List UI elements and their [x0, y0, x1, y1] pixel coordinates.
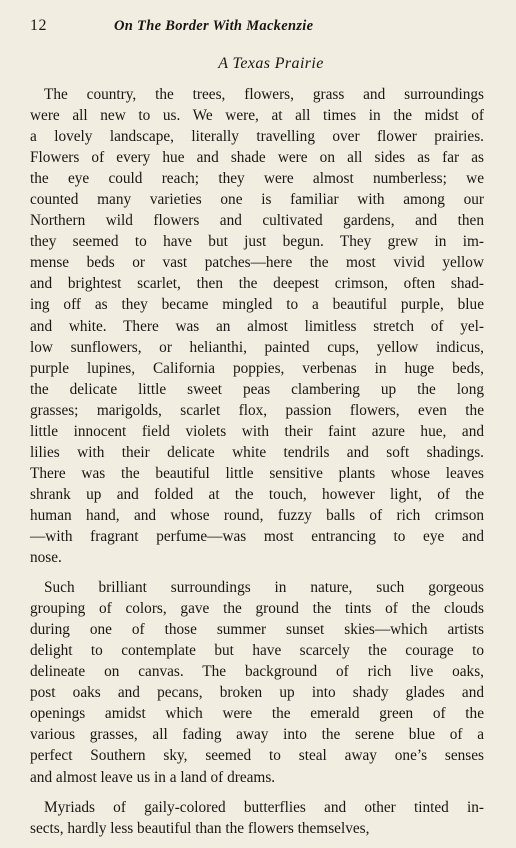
- text-line: nose.: [30, 549, 62, 567]
- text-line: Such brilliant surroundings in nature, such gorgeous: [44, 579, 484, 597]
- text-line: they seemed to have but just begun. They grew in im-: [30, 233, 484, 251]
- text-line: counted many varieties one is familiar with among our: [30, 191, 484, 209]
- text-line: ing off as they became mingled to a beautiful purple, blue: [30, 296, 484, 314]
- text-line: various grasses, all fading away into the serene blue of a: [30, 726, 484, 744]
- text-line: and white. There was an almost limitless stretch of yel-: [30, 317, 484, 335]
- text-line: Myriads of gaily-colored butterflies and other tinted in-: [44, 798, 484, 816]
- text-line: low sunflowers, or helianthi, painted cups, yellow indicus,: [30, 338, 484, 356]
- text-line: —with fragrant perfume—was most entrancing to eye and: [30, 527, 484, 545]
- text-line: during one of those summer sunset skies—which artists: [30, 621, 484, 639]
- text-line: There was the beautiful little sensitive plants whose leaves: [30, 464, 484, 482]
- text-line: and brightest scarlet, then the deepest crimson, often shad-: [30, 275, 484, 293]
- text-line: openings amidst which were the emerald green of the: [30, 705, 484, 723]
- text-line: shrank up and folded at the touch, however light, of the: [30, 485, 484, 503]
- text-line: the delicate little sweet peas clambering up the long: [30, 380, 484, 398]
- text-line: grouping of colors, gave the ground the tints of the clouds: [30, 600, 484, 618]
- text-line: lilies with their delicate white tendrils and soft shadings.: [30, 443, 484, 461]
- paragraph: [30, 797, 484, 839]
- text-line: purple lupines, California poppies, verbenas in huge beds,: [30, 359, 484, 377]
- text-line: the eye could reach; they were almost numberless; we: [30, 170, 484, 188]
- text-line: mense beds or vast patches—here the most vivid yellow: [30, 254, 484, 272]
- text-line: delineate on canvas. The background of rich live oaks,: [30, 663, 484, 681]
- text-line: a lovely landscape, literally travelling over flower prairies.: [30, 128, 484, 146]
- running-head: [30, 17, 484, 39]
- text-line: were all new to us. We were, at all times in the midst of: [30, 107, 484, 125]
- text-line: The country, the trees, flowers, grass and surroundings: [44, 86, 484, 103]
- text-line: human hand, and whose round, fuzzy balls of rich crimson: [30, 506, 484, 524]
- book-title: On The Border With Mackenzie: [114, 18, 314, 34]
- text-line: post oaks and pecans, broken up into shady glades and: [30, 684, 484, 702]
- paragraph: [30, 577, 484, 787]
- text-line: perfect Southern sky, seemed to steal away one’s senses: [30, 747, 484, 765]
- text-line: grasses; marigolds, scarlet flox, passion flowers, even the: [30, 401, 484, 419]
- text-line: Flowers of every hue and shade were on all sides as far as: [30, 149, 484, 167]
- page-number: 12: [30, 17, 47, 34]
- paragraph: [30, 84, 484, 568]
- body-text: [30, 84, 484, 848]
- text-line: little innocent field violets with their faint azure hue, and: [30, 422, 484, 440]
- text-line: delight to contemplate but have scarcely the courage to: [30, 642, 484, 660]
- text-line: Northern wild flowers and cultivated gardens, and then: [30, 212, 484, 230]
- text-line: and almost leave us in a land of dreams.: [30, 768, 276, 786]
- text-line: sects, hardly less beautiful than the flowers themselves,: [30, 819, 370, 837]
- chapter-title: A Texas Prairie: [218, 55, 324, 72]
